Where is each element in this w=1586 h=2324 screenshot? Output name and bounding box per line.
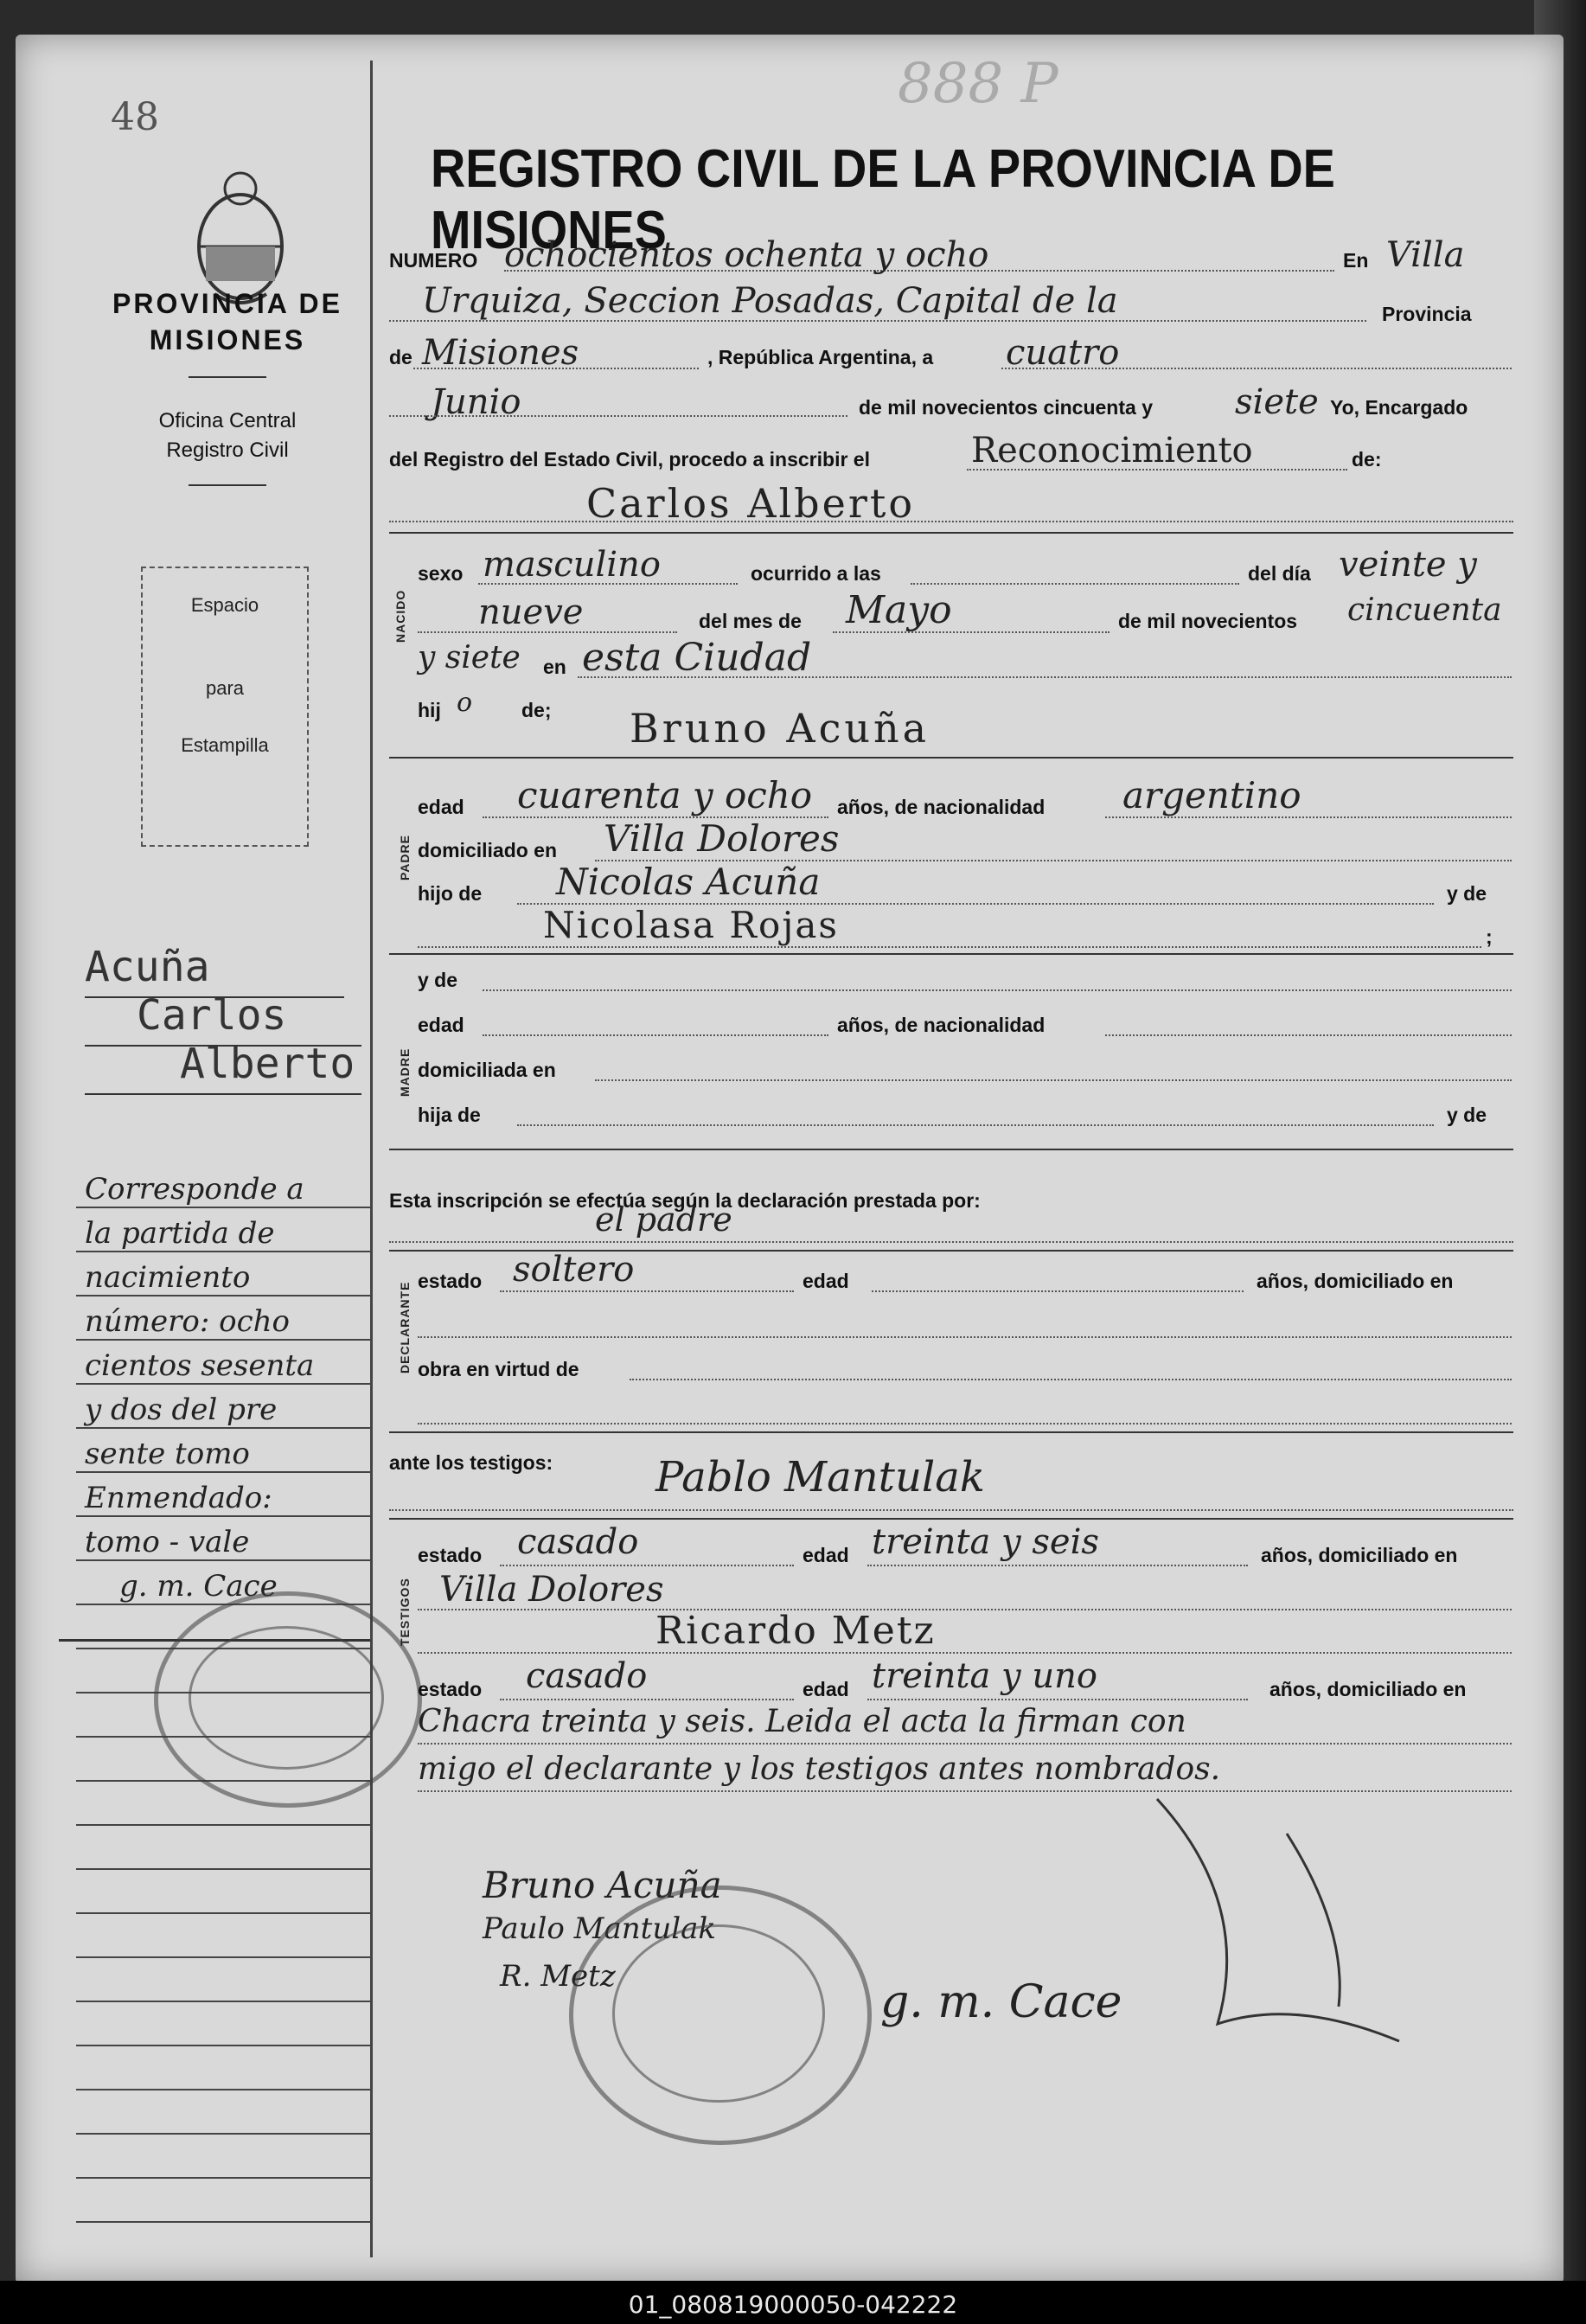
anio-value: cincuenta xyxy=(1347,592,1502,628)
testigos-section-label: TESTIGOS xyxy=(398,1578,412,1646)
month-value: Junio xyxy=(431,382,521,422)
testigo1-name: Pablo Mantulak xyxy=(656,1453,985,1501)
office-line1: Oficina Central xyxy=(158,409,297,432)
margin-note xyxy=(85,1168,314,1609)
dia-label: del día xyxy=(1248,562,1311,585)
testigo2-name: Ricardo Metz xyxy=(656,1609,936,1653)
act-value: Reconocimiento xyxy=(971,431,1253,471)
place-value: Urquiza, Seccion Posadas, Capital de la xyxy=(422,281,1118,321)
margin-note-line: cientos sesenta xyxy=(85,1348,315,1383)
testigo2-estado-label: estado xyxy=(418,1678,483,1700)
nacido-section-label: NACIDO xyxy=(393,589,407,643)
madre-nacionalidad-label: años, de nacionalidad xyxy=(837,1014,1046,1036)
registro-label: del Registro del Estado Civil, procedo a inscribir el xyxy=(389,448,870,471)
testigo1-estado-label: estado xyxy=(418,1544,483,1566)
official-seal-inner-icon xyxy=(189,1626,384,1770)
faint-handwriting: 888 P xyxy=(898,52,1058,116)
lugar-value: esta Ciudad xyxy=(582,636,812,680)
office-line2: Registro Civil xyxy=(166,439,289,462)
signature-pablo: Paulo Mantulak xyxy=(483,1911,716,1946)
page-number: 48 xyxy=(111,95,159,139)
en-value: Villa xyxy=(1386,235,1465,275)
stamp-box xyxy=(141,567,309,847)
testigo1-domicilio-value: Villa Dolores xyxy=(439,1570,664,1610)
ocurrido-label: ocurrido a las xyxy=(751,562,881,585)
margin-note-line: nacimiento xyxy=(85,1260,251,1295)
margin-note-line: sente tomo xyxy=(85,1437,250,1471)
hijo-suffix: o xyxy=(457,688,473,718)
madre-y-de-label: y de xyxy=(418,969,458,991)
madre-edad-label: edad xyxy=(418,1014,464,1036)
margin-note-line: Enmendado: xyxy=(85,1481,272,1515)
numero-value: ochocientos ochenta y ocho xyxy=(504,235,989,275)
signature-cace: g. m. Cace xyxy=(880,1976,1122,2028)
padre-section-label: PADRE xyxy=(398,835,412,880)
hijo-label: hij xyxy=(418,699,441,721)
dia-value: veinte y xyxy=(1339,545,1477,585)
province-line1: PROVINCIA DE xyxy=(112,288,342,319)
declarante-domicilio-label: años, domiciliado en xyxy=(1257,1270,1454,1292)
en2-label: en xyxy=(543,656,566,678)
anio-value2: y siete xyxy=(418,640,521,675)
stamp-box-line2: para xyxy=(205,677,245,699)
padre-edad-label: edad xyxy=(418,796,464,818)
madre-y-de2-label: y de xyxy=(1447,1104,1487,1126)
signature-metz: R. Metz xyxy=(500,1959,616,1994)
padre-nacionalidad-value: argentino xyxy=(1122,774,1301,816)
province-line2: MISIONES xyxy=(149,324,306,355)
republica-label: , República Argentina, a xyxy=(707,346,934,368)
day-value: cuatro xyxy=(1006,333,1120,373)
numero-label: NUMERO xyxy=(389,249,478,272)
padre-y-de-value: Nicolasa Rojas xyxy=(543,904,839,946)
closing-line1: Chacra treinta y seis. Leida el acta la firman con xyxy=(418,1704,1186,1739)
declarante-obra-label: obra en virtud de xyxy=(418,1358,579,1380)
padre-hijo-de-label: hijo de xyxy=(418,882,483,905)
de2-label: de: xyxy=(1352,448,1382,471)
mes-value: Mayo xyxy=(846,588,952,632)
anio-label: de mil novecientos xyxy=(1118,610,1298,632)
padre-y-de-label: y de xyxy=(1447,882,1487,905)
encargado-label: Yo, Encargado xyxy=(1330,396,1468,419)
dia-value2: nueve xyxy=(478,592,584,632)
sexo-value: masculino xyxy=(483,545,661,585)
padre-name: Bruno Acuña xyxy=(630,705,930,752)
margin-name-line: Acuña xyxy=(85,943,210,991)
testigo2-estado-value: casado xyxy=(526,1656,648,1696)
testigo2-edad-value: treinta y uno xyxy=(872,1656,1097,1696)
declarante-section-label: DECLARANTE xyxy=(398,1281,412,1373)
margin-note-line: tomo - vale xyxy=(85,1525,250,1559)
mes-label: del mes de xyxy=(699,610,802,632)
margin-note-line: g. m. Cace xyxy=(119,1569,278,1604)
testigo1-edad-value: treinta y seis xyxy=(872,1522,1099,1562)
stamp-box-line1: Espacio xyxy=(190,594,259,616)
column-divider xyxy=(370,61,373,2257)
declarante-edad-label: edad xyxy=(803,1270,849,1292)
margin-note-line: la partida de xyxy=(85,1216,275,1251)
year-label: de mil novecientos cincuenta y xyxy=(859,396,1153,419)
margin-note-line: y dos del pre xyxy=(85,1392,278,1427)
document-page xyxy=(16,35,1564,2283)
margin-name-line: Carlos xyxy=(137,991,287,1040)
padre-domicilio-value: Villa Dolores xyxy=(604,817,840,860)
signature-flourish-icon xyxy=(1122,1782,1434,2058)
madre-section-label: MADRE xyxy=(398,1047,412,1097)
testigo2-domicilio-label: años, domiciliado en xyxy=(1269,1678,1467,1700)
margin-note-line: Corresponde a xyxy=(85,1172,304,1207)
margin-name-line: Alberto xyxy=(180,1040,355,1088)
de-label: de xyxy=(389,346,412,368)
padre-nacionalidad-label: años, de nacionalidad xyxy=(837,796,1046,818)
de3-label: de; xyxy=(521,699,552,721)
declarante-value: el padre xyxy=(595,1200,732,1239)
de-value: Misiones xyxy=(422,333,579,373)
stamp-box-line3: Estampilla xyxy=(181,734,269,756)
sexo-label: sexo xyxy=(418,562,464,585)
declarante-estado-label: estado xyxy=(418,1270,483,1292)
testigos-intro-label: ante los testigos: xyxy=(389,1451,553,1474)
year-value: siete xyxy=(1235,382,1319,422)
padre-domicilio-label: domiciliado en xyxy=(418,839,558,861)
en-label: En xyxy=(1343,249,1369,272)
declarante-estado-value: soltero xyxy=(513,1250,635,1290)
child-name: Carlos Alberto xyxy=(586,480,916,527)
padre-semicolon: ; xyxy=(1486,925,1493,948)
declaracion-label: Esta inscripción se efectúa según la declaración prestada por: xyxy=(389,1189,981,1212)
official-seal-bottom-inner-icon xyxy=(612,1924,825,2103)
padre-edad-value: cuarenta y ocho xyxy=(517,774,813,816)
madre-hija-de-label: hija de xyxy=(418,1104,481,1126)
testigo1-domicilio-label: años, domiciliado en xyxy=(1261,1544,1458,1566)
footer-image-id: 01_080819000050-042222 xyxy=(628,2290,958,2319)
page-title: REGISTRO CIVIL DE LA PROVINCIA DE MISIONES xyxy=(431,139,1335,260)
padre-hijo-de-value: Nicolas Acuña xyxy=(556,861,821,903)
signature-bruno: Bruno Acuña xyxy=(483,1864,722,1906)
provincia-label: Provincia xyxy=(1382,303,1472,325)
margin-name xyxy=(85,943,355,1088)
closing-line2: migo el declarante y los testigos antes nombrados. xyxy=(418,1751,1221,1787)
testigo1-edad-label: edad xyxy=(803,1544,849,1566)
margin-note-line: número: ocho xyxy=(85,1304,291,1339)
madre-domicilio-label: domiciliada en xyxy=(418,1059,556,1081)
testigo2-edad-label: edad xyxy=(803,1678,849,1700)
testigo1-estado-value: casado xyxy=(517,1522,639,1562)
